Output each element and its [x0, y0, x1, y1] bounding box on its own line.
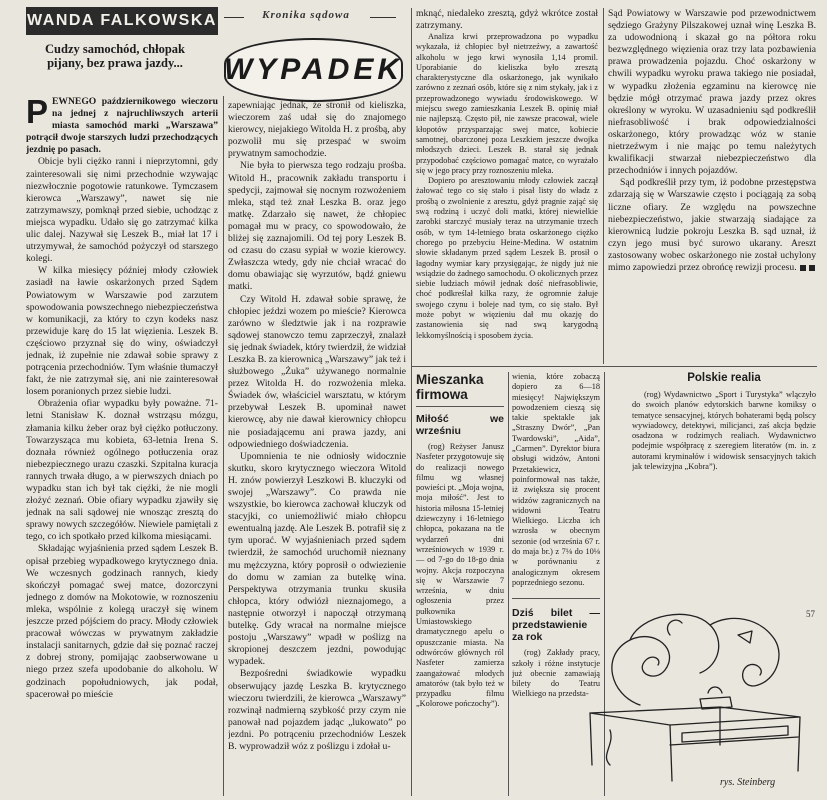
title-underline [416, 406, 504, 407]
article-paragraph: Sąd Powiatowy w Warszawie pod przewodnictwem sędziego Grażyny Pilszakowej uznał winę Leszka B. za udowodnioną i skazał go na półtora roku bezwzględnego więzienia oraz trzy lata pozbawienia prawa prowadzenia pojazdu. Choć oskarżony w chwili wypadku wyroku prawa takiego nie posiadał, w wypadku złożenia egzaminu na kierowcę nie będzie mógł otrzymać prawa jazdy przez okres określony w wyroku. W uzasadnieniu sąd podkreślił niefrasobliwość i brak odpowiedzialności oskarżonego, który prowadząc wóz w stanie nietrzeźwym i nie mając po temu należytych kwalifikacji stwarzał niebezpieczeństwo dla przechodniów i innych pojazdów. [608, 8, 816, 177]
column-divider [411, 8, 412, 796]
article-paragraph: mknąć, niedaleko zresztą, gdyż wkrótce został zatrzymany. [416, 8, 598, 31]
author-banner: WANDA FALKOWSKA [26, 7, 218, 35]
article-paragraph: Czy Witold H. zdawał sobie sprawę, że chłopiec jeździ wozem po mieście? Kierowca zarówno w śledztwie jak i na rozprawie sądowej stanowczo temu zaprzeczył, znalazł się jednak świadek, który twierdził, że widział Leszka B. za kierownicą „Warszawy” jak też i służbowego „Żuka” używanego normalnie przez Witolda H. do rozwożenia mleka. Świadek ów, właściciel warsztatu, w którym przebywał Leszek B. upominał nawet kierowcę, aby nie dawał kierownicy chłopcu nie posiadającemu ani prawa jazdy, ani odpowiedniego doświadczenia. [228, 293, 406, 450]
polskie-realia-paragraph: (rog) Wydawnictwo „Sport i Turystyka” wlączyło do swoich planów edytorskich barwne komiksy o tematyce sensacyjnej, których bohaterami będą polscy wywiadowcy, detektywi, milicjanci, zaś akcja będzie osadzona w rodzimych realiach. Wydawnictwo podejmie współpracę z szeregiem literatów (m. in. z autorami kryminałów i widowisk sensacyjnych takich jak telewizyjna „Kobra”). [632, 390, 816, 472]
article-paragraph: W kilka miesięcy później młody człowiek zasiadł na ławie oskarżonych przed Sądem Powiatowym w Warszawie pod zarzutem spowodowania powszechnego niebezpieczeństwa w komunikacji, za który to czyn kodeks nasz przewiduje karę do 15 lat więzienia. Leszek B. częściowo przyznał się do winy, oświadczył jednak, iż zupełnie nie zdawał sobie sprawy z potrącenia przechodniów. Tym właśnie tłumaczył fakt, że nie zatrzymał się, ani nie zainteresował losem poranionych przez siebie ludzi. [26, 265, 218, 398]
article-paragraph: Upomnienia te nie odniosły widocznie skutku, skoro krytycznego wieczora Witold H. znów powierzył Leszkowi B. kluczyki od swojej „Warszawy”. Co prawda nie wszystkie, bo kierowca zachował kluczyk od stacyjki, co uniemożliwić miało chłopcu ewentualną jazdę. Ale Leszek B. potrafił się z tym uporać. W wyjaśnieniach przed sądem twierdził, że samochód uruchomił nieznany mu mężczyzna, który poprosił o odwiezienie do domu w zamian za butelkę wina. Perspektywa otrzymania trunku skusiła chłopca, który odwiózł nieznajomego, a następnie otworzył i napoczął otrzymaną butelkę. Gdy wracał na normalne miejsce postoju „Warszawy” wpadł w poślizg na skropionej deszczem jezdni, powodując wypadek. [228, 450, 406, 668]
column-divider [603, 8, 604, 364]
polskie-realia-title: Polskie realia [687, 372, 761, 384]
column-divider [223, 96, 224, 796]
article-paragraph: Bezpośredni świadkowie wypadku obserwujący jazdę Leszka B. krytycznego wieczoru twierdzili, że kierowca „Warszawy” rozwinął nadmierną szybkość przy czym nie panował nad pojazdem jadąc „lukowato” po jezdni. Po potrąceniu przechodniów Leszek B. wyprowadził wóz z poślizgu i zdołał u- [228, 668, 406, 752]
section-rule-right [370, 17, 396, 18]
section-label: Kronika sądowa [262, 9, 350, 21]
column-divider [508, 372, 509, 796]
article-column-3 [416, 8, 598, 364]
mieszanka-paragraph: (rog) Reżyser Janusz Nasfeter przygotowuje się do realizacji nowego filmu wg własnej powieści pt. „Moja wojna, moja miłość”. Jest to historia miłosna 15-letniej dziewczyny i 16-letniego chłopca, pokazana na tle wydarzeń dni wrześniowych w 1939 r. — od 7-go do 18-go dnia wojny. Akcja rozpoczyna się w Warszawie 7 września, w dniu ogłoszenia przez pułkownika Umiastowskiego dramatycznego apelu o opuszczanie miasta. Na odtwórców głównych ról Nasfeter zamierza zaangażować młodych amatorów (tak było też w przypadku filmu „Kolorowe pończochy”). [416, 442, 504, 709]
article-title-box [224, 38, 403, 102]
article-paragraph: Sąd podkreślił przy tym, iż podobne przestępstwa zdarzają się w Warszawie często i pociągają za sobą liczne ofiary. Ze względu na powszechne niebezpieczeństwo, jakie stwarzają siadające za kierownicą ludzie pokroju Leszka B. sąd uznał, iż czyn jego musi być surowo ukarany. Areszt zastosowany wobec oskarżonego nie został uchylony mimo zapowiedzi przez obrońcę rewizji procesu. [608, 177, 816, 273]
article-title: WYPADEK [223, 53, 404, 86]
article-paragraph: Analiza krwi przeprowadzona po wypadku wykazała, iż chłopiec był nietrzeźwy, a zawartość alkoholu w jego krwi wynosiła 1,14 promil. Uporabianie do kieliszka było zresztą charakterystyczne dla oskarżonego, jak wynikało zarówno z zeznań osób, które się z nim stykały, jak i z przeprowadzonego wywiadu środowiskowego. W miejscu swego zamieszkania Leszek B. opinię miał nie najlepszą. Często pił, nie zawsze pracował, wiele kłopotów przysparzając swej matce, kobiecie samotnej, obarczonej poza Leszkiem jeszcze dwojka młodszych dzieci. Leszek B. starał się jednak przypodobać częściowo pomagać matce, co wyrażało się w jego pracy przy roznoszeniu mleka. [416, 32, 598, 175]
mieszanka-column-1 [416, 372, 504, 796]
article-paragraph: Składając wyjaśnienia przed sądem Leszek B. opisał przebieg wypadkowego krytycznego dnia. We wczesnych godzinach rannych, kiedy skończył pomagać swej matce, dozorczyni jednego z domów na Mokotowie, w roznoszeniu mleka, wspólnie z kolegą uraczył się winem jeszcze przed pójściem do pracy. Młody człowiek pracował wówczas w prywatnym zakładzie instalacji sanitarnych, gdzie dał się poznać raczej z dobrej strony, pomijając zaobserwowane u niego przez szefa upodobanie do alkoholu. W godzinach popołudniowych, jak podał, spacerował po mieście [26, 543, 218, 700]
article-column-1 [26, 96, 218, 796]
mieszanka-paragraph: wienia, które zobaczą dopiero za 6—18 miesięcy! Największym powodzeniem cieszą się takie spektakle jak „Straszny Dwór”, „Pan Twardowski”, „Aida”, „Carmen”. Dyrektor biura obsługi widzów, Antoni Przetakiewicz, poinformował nas także, iż zwiększa się procent widzów zagranicznych na widowni Teatru Wielkiego. Liczba ich wzrosła w obecnym sezonie (od września 67 r. do maja br.) z 7⅛ do 10⅛ w porównaniu z analogicznym okresem poprzedniego sezonu. [512, 372, 600, 587]
article-paragraph: Obicje byli ciężko ranni i nieprzytomni, gdy zainteresowali się nimi przechodnie wzywając niezwłocznie pogotowie ratunkowe. Tymczasem kierowca „Warszawy”, nawet się nie zatrzymawszy, pomknął przed siebie, uchodząc z miejsca wypadku. Udało się go zatrzymać kilka ulic dalej. Nazywał się Leszek B., miał lat 17 i utrzymywał, że samochód pożyczył od starszego kolegi. [26, 156, 218, 265]
article-column-2 [228, 100, 406, 796]
polskie-realia-box [632, 372, 816, 592]
article-paragraph: Dopiero po aresztowaniu młody człowiek zaczął żałować tego co się stało i pisał listy do władz z prośbą o zwolnienie z aresztu, gdyż pragnie zająć się swą rodziną i uczyć doli matki, której niewielkie zarobki starczyć musiały teraz na utrzymanie trzech osób, w tym 14-letniego brata oskarżonego ciężko chorego po przebyciu Heine-Medina. W ostatnim słowie składanym przed sądem Leszek B. prosił o łagodny wymiar kary przysięgając, że nigdy już nie wsiądzie do żadnego samochodu. O okolicznych przez siebie ludziach mówił jednak dość niefrasobliwie, choć podkreślał kilka razy, że ogromnie żałuje swojego czynu i boleje nad tym, co się stało. Był może pobyt w więzieniu dał mu okazję do zastanowienia się nad swą karygodną lekkomyślnością i sposobem życia. [416, 176, 598, 340]
article-subhead: Cudzy samochód, chłopak pijany, bez prawa jazdy... [45, 42, 185, 70]
subsection-title: Miłość we wrześniu [416, 413, 504, 437]
article-paragraph: Obrażenia ofiar wypadku były poważne. 71-letni Stanisław K. doznał wstrząsu mózgu, złamania kilku żeber oraz był ciężko potłuczony. Towarzysząca mu kobieta, 63-letnia Irena S. doznała również ogólnego potłuczenia oraz niebezpiecznego urazu czaszki. Szpitalna kuracja rannych trwała długo, a w pierwszych dniach po wypadku stan ich był tak ciężki, że nie mogli złożyć zeznań. Obie ofiary wypadku zjawiły się jednak na sali sądowej nie wnosząc zresztą do sprawy nowych szczegółów. Niewiele pamiętali z tego, co ich spotkało przed kilkoma miesiącami. [26, 398, 218, 543]
article-lead: PEWNEGO październikowego wieczoru na jednej z najruchliwszych arterii miasta samochód marki „Warszawa” potrącił dwoje starszych ludzi przechodzących jezdnię po pasach. [26, 96, 218, 156]
article-paragraph: zapewniając jednak, że stronił od kieliszka, wieczorem zaś udał się do znajomego kierowcy, niejakiego Witolda H. z prośbą, aby pozwolił mu się przespać w swoim prywatnym samochodzie. [228, 100, 406, 160]
illustration-corner-mark: 57 [806, 609, 815, 619]
dropcap-letter: P [26, 96, 49, 130]
subsection-title: Dziś bilet — przedstawienie za rok [512, 607, 600, 644]
mieszanka-paragraph: (rog) Zakłady pracy, szkoły i różne instytucje już obecnie zamawiają bilety do Teatru Wielkiego na przedsta- [512, 648, 600, 699]
illustration-signature: rys. Steinberg [720, 777, 776, 788]
end-mark [809, 265, 815, 271]
section-divider [411, 366, 817, 367]
cartoon-illustration [570, 595, 815, 790]
article-column-4 [608, 8, 816, 364]
article-paragraph: Nie była to pierwsza tego rodzaju prośba. Witold H., pracownik zakładu transportu i spedycji, zajmował się nocnym rozwożeniem mleka, stąd też znał Leszka B. oraz jego matkę. Zdarzało się nawet, że chłopiec pomagał mu w pracy, co spowodowało, że bliżej się zaznajomili. Od tej pory Leszek B. od czasu do czasu sypiał w wozie kierowcy. Zwłaszcza wtedy, gdy nie chciał wracać do domu obawiając się wyrzutów, bądź gniewu matki. [228, 160, 406, 293]
end-mark [800, 265, 806, 271]
mieszanka-title: Mieszanka firmowa [416, 372, 484, 402]
section-rule-left [224, 17, 244, 18]
